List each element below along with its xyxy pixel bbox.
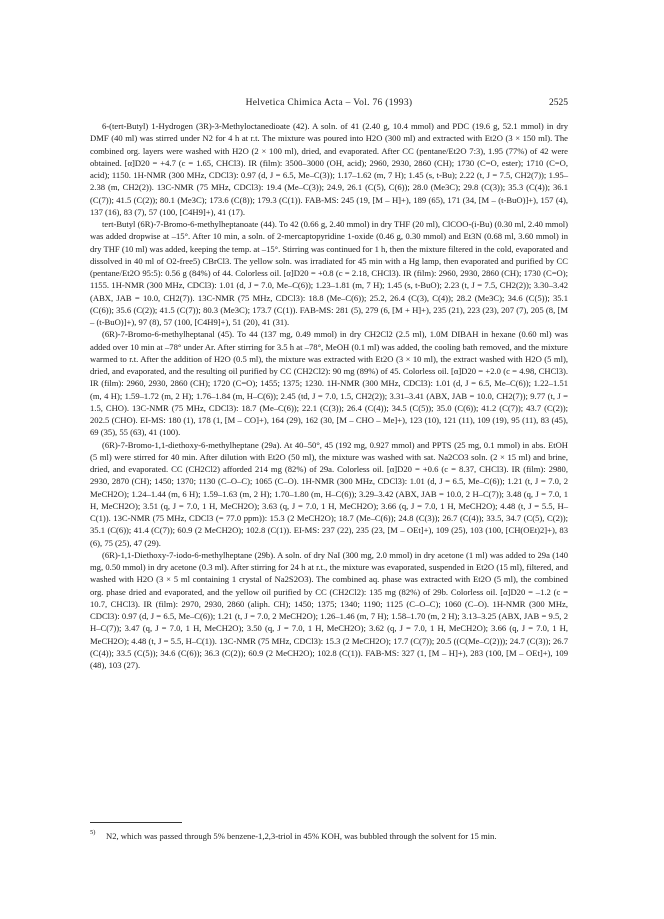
paragraph-compound-29b: (6R)-1,1-Diethoxy-7-iodo-6-methylheptane (29b). A soln. of dry NaI (300 mg, 2.0 mmol) in dry acetone (1 ml) was added to 29a (140 mg, 0.50 mmol) in dry acetone (0.3 ml). After stirring for 24 h at r.t., the mixture was evaporated, suspended in Et2O (15 ml), filtered, and washed with H2O (3 × 5 ml containing 1 crystal of Na2S2O3). The combined aq. phase was extracted with Et2O (5 ml), the combined org. phase dried and evaporated, and the yellow oil purified by CC (CH2Cl2): 135 mg (82%) of 29b. Colorless oil. [α]D20 = –1.2 (c = 10.7, CHCl3). IR (film): 2970, 2930, 2860 (aliph. CH); 1450; 1375; 1340; 1190; 1125 (C–O–C); 1060 (C–O). 1H-NMR (300 MHz, CDCl3): 0.97 (d, J = 6.5, Me–C(6)); 1.21 (t, J = 7.0, 2 MeCH2O); 1.26–1.46 (m, 7 H); 1.58–1.70 (m, 2 H); 3.13–3.25 (ABX, JAB = 9.5, 2 H–C(7)); 3.47 (q, J = 7.0, 1 H, MeCH2O); 3.50 (q, J = 7.0, 1 H, MeCH2O); 3.62 (q, J = 7.0, 1 H, MeCH2O); 3.66 (q, J = 7.0, 1 H, MeCH2O); 4.48 (t, J = 5.5, H–C(1)). 13C-NMR (75 MHz, CDCl3): 15.3 (2 MeCH2O); 17.7 (C(7)); 20.5 ((C(Me–C(2))); 24.7 (C(3)); 26.7 (C(4)); 33.5 (C(5)); 34.6 (C(6)); 36.3 (C(2)); 60.9 (2 MeCH2O); 102.8 (C(1)). FAB-MS: 327 (1, [M – H]+), 283 (100, [M – OEt]+), 109 (48), 103 (27). bbox=[90, 549, 568, 670]
paragraph-compound-45: (6R)-7-Bromo-6-methylheptanal (45). To 44 (137 mg, 0.49 mmol) in dry CH2Cl2 (2.5 ml), 1.0M DIBAH in hexane (0.60 ml) was added over 10 min at –78° under Ar. After stirring for 3.5 h at –78°, MeOH (0.1 ml) was added, the cooling bath removed, and the mixture warmed to r.t. After the addition of H2O (0.5 ml), the mixture was extracted with Et2O (3 × 10 ml), the extract washed with H2O (5 ml), dried, and evaporated, and the resulting oil purified by CC (CH2Cl2): 90 mg (89%) of 45. Colorless oil. [α]D20 = +2.0 (c = 4.98, CHCl3). IR (film): 2960, 2930, 2860 (CH); 1720 (C=O); 1455; 1375; 1230. 1H-NMR (300 MHz, CDCl3): 1.01 (d, J = 6.5, Me–C(6)); 1.22–1.51 (m, 4 H); 1.59–1.72 (m, 2 H); 1.76–1.84 (m, H–C(6)); 2.45 (td, J = 7.0, 1.5, CH2(2)); 3.31–3.41 (ABX, JAB = 10.0, CH2(7)); 9.77 (t, J = 1.5, CHO). 13C-NMR (75 MHz, CDCl3): 18.7 (Me–C(6)); 22.1 (C(3)); 26.4 (C(4)); 34.5 (C(5)); 35.0 (C(6)); 41.2 (C(7)); 43.7 (C(2)); 202.5 (CHO). EI-MS: 180 (1), 178 (1, [M – CO]+), 164 (29), 162 (30, [M – CHO – Me]+), 123 (10), 121 (11), 109 (19), 95 (11), 83 (45), 69 (35), 55 (63), 41 (100). bbox=[90, 329, 568, 438]
page-number: 2525 bbox=[549, 98, 568, 108]
paragraph-compound-42: 6-(tert-Butyl) 1-Hydrogen (3R)-3-Methyloctanedioate (42). A soln. of 41 (2.40 g, 10.4 mmol) and PDC (19.6 g, 52.1 mmol) in dry DMF (40 ml) was stirred under N2 for 4 h at r.t. The mixture was poured into H2O (300 ml) and extracted with Et2O (3 × 150 ml). The combined org. layers were washed with H2O (2 × 100 ml), dried, and evaporated. After CC (pentane/Et2O 7:3), 1.95 (77%) of 42 were obtained. [α]D20 = +4.7 (c = 1.65, CHCl3). IR (film): 3500–3000 (OH, acid); 2960, 2930, 2860 (CH); 1730 (C=O, ester); 1710 (C=O, acid); 1150. 1H-NMR (300 MHz, CDCl3): 0.97 (d, J = 6.5, Me–C(3)); 1.17–1.62 (m, 7 H); 1.45 (s, t-Bu); 2.22 (t, J = 7.5, CH2(7)); 1.95–2.38 (m, CH2(2)). 13C-NMR (75 MHz, CDCl3): 19.4 (Me–C(3)); 24.9, 26.1 (C(5), C(6)); 28.0 (Me3C); 29.8 (C(3)); 35.3 (C(4)); 36.1 (C(7)); 41.5 (C(2)); 80.1 (Me3C); 173.6 (C(8)); 179.3 (C(1)). FAB-MS: 245 (19, [M – H]+), 189 (65), 171 (34, [M – (t-BuO)]+), 157 (4), 137 (16), 83 (7), 57 (100, [C4H9]+), 41 (17). bbox=[90, 121, 568, 217]
footnote-divider bbox=[90, 822, 182, 823]
footnote-text: N2, which was passed through 5% benzene-1,2,3-triol in 45% KOH, was bubbled through the solvent for 15 min. bbox=[106, 831, 497, 841]
article-body bbox=[90, 120, 568, 671]
paragraph-compound-29a: (6R)-7-Bromo-1,1-diethoxy-6-methylheptane (29a). At 40–50°, 45 (192 mg, 0.927 mmol) and PPTS (25 mg, 0.1 mmol) in abs. EtOH (5 ml) were stirred for 40 min. After dilution with Et2O (50 ml), the mixture was washed with sat. Na2CO3 soln. (2 × 15 ml) and brine, dried, and evaporated. CC (CH2Cl2) afforded 214 mg (82%) of 29a. Colorless oil. [α]D20 = +0.6 (c = 8.37, CHCl3). IR (film): 2980, 2930, 2870 (CH); 1450; 1370; 1130 (C–O–C); 1065 (C–O). 1H-NMR (300 MHz, CDCl3): 1.01 (d, J = 6.5, Me–C(6)); 1.21 (t, J = 7.0, 2 MeCH2O); 1.24–1.44 (m, 6 H); 1.59–1.63 (m, 2 H); 1.70–1.80 (m, H–C(6)); 3.29–3.42 (ABX, JAB = 10.0, 2 H–C(7)); 3.48 (q, J = 7.0, 1 H, MeCH2O); 3.51 (q, J = 7.0, 1 H, MeCH2O); 3.63 (q, J = 7.0, 1 H, MeCH2O); 3.66 (q, J = 7.0, 1 H, MeCH2O); 4.48 (t, J = 5.5, H–C(1)). 13C-NMR (75 MHz, CDCl3 (= 77.0 ppm)): 15.3 (2 MeCH2O); 18.7 (Me–C(6)); 24.8 (C(3)); 26.7 (C(4)); 33.5, 34.7 (C(5), C(2)); 35.1 (C(6)); 41.4 (C(7)); 60.9 (2 MeCH2O); 102.8 (C(1)). EI-MS: 237 (22), 235 (23, [M – OEt]+), 109 (25), 103 (100, [CH(OEt)2]+), 83 (6), 75 (25), 47 (29). bbox=[90, 439, 568, 548]
running-header bbox=[90, 98, 568, 112]
paragraph-compound-44: tert-Butyl (6R)-7-Bromo-6-methylheptanoate (44). To 42 (0.66 g, 2.40 mmol) in dry THF (20 ml), ClCOO-(i-Bu) (0.30 ml, 2.40 mmol) was added dropwise at –15°. After 10 min, a soln. of 2-mercaptopyridine 1-oxide (0.46 g, 0.30 mmol) and Et3N (0.68 ml, 3.60 mmol) in dry THF (10 ml) was added, keeping the temp. at –15°. Stirring was continued for 1 h, then the mixture filtered in the cold, evaporated and dissolved in 40 ml of O2-free5) CBrCl3. The yellow soln. was irradiated for 45 min with a Hg lamp, then evaporated and purified by CC (pentane/Et2O 95:5): 0.56 g (84%) of 44. Colorless oil. [α]D20 = +0.8 (c = 2.18, CHCl3). IR (film): 2960, 2930, 2860 (CH); 1730 (C=O); 1155. 1H-NMR (300 MHz, CDCl3): 1.01 (d, J = 7.0, Me–C(6)); 1.23–1.81 (m, 7 H); 1.45 (s, t-BuO); 2.23 (t, J = 7.5, CH2(2)); 3.30–3.42 (ABX, JAB = 10.0, CH2(7)). 13C-NMR (75 MHz, CDCl3): 18.8 (Me–C(6)); 25.2, 26.4 (C(3), C(4)); 28.2 (Me3C); 34.6 (C(5)); 35.1 (C(6)); 35.6 (C(2)); 41.5 (C(7)); 80.3 (Me3C); 173.7 (C(1)). FAB-MS: 281 (5), 279 (6, [M + H]+), 235 (21), 223 (23), 207 (7), 205 (8, [M – (t-BuO)]+), 97 (8), 57 (100, [C4H9]+), 51 (20), 41 (31). bbox=[90, 219, 568, 327]
footnote bbox=[90, 830, 568, 842]
journal-title: Helvetica Chimica Acta – Vol. 76 (1993) bbox=[245, 98, 413, 108]
footnote-mark: 5) bbox=[90, 829, 96, 836]
